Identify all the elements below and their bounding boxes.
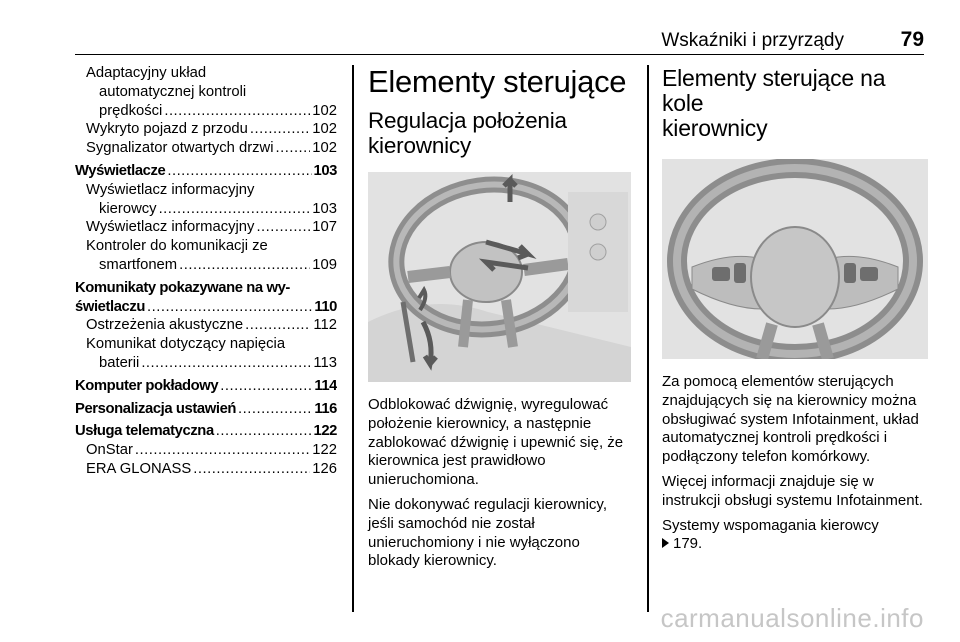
- toc-entry-driver-info-line[interactable]: [75, 200, 337, 219]
- toc-entry-glonass[interactable]: [75, 460, 337, 479]
- toc-entry-battery-line[interactable]: [75, 354, 337, 373]
- section-heading-line2: kierownicy: [662, 115, 768, 141]
- toc-page: 122: [313, 423, 337, 440]
- chapter-title: Wskaźniki i przyrządy: [661, 30, 844, 51]
- toc-entry-controller-line[interactable]: [75, 256, 337, 275]
- toc-text: ERA GLONASS: [86, 460, 192, 477]
- toc-text: Usługa telematyczna: [75, 423, 214, 440]
- toc-page: 114: [314, 377, 337, 394]
- subsection-heading-line1: Regulacja położenia: [368, 108, 567, 133]
- toc-page: 112: [313, 317, 337, 334]
- toc-text: Sygnalizator otwartych drzwi: [86, 140, 274, 157]
- watermark: carmanualsonline.info: [660, 603, 924, 633]
- toc-text: Komputer pokładowy: [75, 377, 219, 394]
- steering-wheel-controls-illustration: [662, 159, 928, 359]
- toc-entry-warnings[interactable]: [75, 316, 337, 335]
- paragraph-no-adjust-driving: Nie dokonywać regulacji kierownicy, jeśli samochód nie został unieruchomiony i nie wyłączono blokady kierownicy.: [368, 495, 607, 570]
- toc-entry-battery[interactable]: Komunikat dotyczący napięcia: [86, 336, 286, 353]
- toc-text: OnStar: [86, 442, 133, 459]
- toc-text: smartfonem: [99, 256, 178, 273]
- page-number: 79: [900, 28, 924, 51]
- paragraph-driver-assist: [662, 517, 928, 555]
- toc-text: Wyświetlacze: [75, 162, 166, 179]
- toc-entry-driver-info[interactable]: Wyświetlacz informacyjny: [86, 181, 255, 198]
- toc-entry-adaptive[interactable]: Adaptacyjny układ: [86, 65, 207, 81]
- toc-page: 102: [312, 121, 337, 138]
- column-divider-2: [647, 65, 649, 612]
- toc-entry-onstar[interactable]: [75, 441, 337, 460]
- toc-page: 103: [312, 200, 337, 217]
- page-reference-link[interactable]: 179.: [673, 535, 703, 553]
- toc-entry-controller[interactable]: Kontroler do komunikacji ze: [86, 238, 268, 255]
- toc-entry-vehicle-ahead[interactable]: [75, 120, 337, 139]
- toc-page: 102: [312, 140, 337, 157]
- toc-text: świetlaczu: [75, 298, 146, 315]
- toc-entry-info-display[interactable]: [75, 218, 337, 237]
- toc-page: 122: [312, 442, 337, 459]
- toc-text: prędkości: [99, 102, 163, 119]
- toc-text: Ostrzeżenia akustyczne: [86, 317, 244, 334]
- toc-entry-open-doors[interactable]: [75, 139, 337, 158]
- toc-text: Wyświetlacz informacyjny: [86, 219, 255, 236]
- toc-text: baterii: [99, 354, 140, 371]
- subsection-heading-line2: kierownicy: [368, 133, 472, 158]
- toc-chapter-messages[interactable]: Komunikaty pokazywane na wy-: [75, 279, 290, 296]
- toc-chapter-messages-line[interactable]: [75, 298, 337, 317]
- toc-page: 126: [312, 460, 337, 477]
- paragraph-wheel-controls: Za pomocą elementów sterujących znajdujących się na kierownicy można obsługiwać system Infotainment, układ automatycznej kontroli prędkości i podłączony telefon komórkowy.: [662, 373, 919, 466]
- page-header: [75, 28, 924, 55]
- section-heading-line1: Elementy sterujące na kole: [662, 65, 886, 116]
- toc-chapter-telematics[interactable]: [75, 422, 337, 441]
- toc-column: [75, 64, 337, 479]
- toc-chapter-displays[interactable]: [75, 162, 337, 181]
- toc-page: 102: [312, 102, 337, 119]
- toc-text: kierowcy: [99, 200, 157, 217]
- toc-page: 109: [312, 256, 337, 273]
- wheel-controls-column: [662, 66, 928, 554]
- steering-adjust-column: [368, 64, 634, 571]
- toc-page: 110: [314, 298, 337, 315]
- triangle-right-icon: [662, 538, 669, 548]
- driver-assist-text: Systemy wspomagania kierowcy: [662, 516, 879, 534]
- toc-entry-adaptive-cont[interactable]: automatycznej kontroli: [99, 83, 247, 100]
- toc-page: 113: [313, 354, 337, 371]
- section-heading: Elementy sterujące: [368, 64, 627, 99]
- toc-page: 107: [312, 219, 337, 236]
- toc-page: 103: [313, 162, 337, 179]
- toc-text: Wykryto pojazd z przodu: [86, 121, 248, 138]
- column-divider-1: [352, 65, 354, 612]
- toc-text: Personalizacja ustawień: [75, 400, 237, 417]
- steering-adjust-illustration: [368, 172, 631, 382]
- paragraph-unlock-lever: Odblokować dźwignię, wyregulować położenie kierownicy, a następnie zablokować dźwignię i upewnić się, że kierownica jest prawidłowo unieruchomiona.: [368, 396, 624, 489]
- toc-chapter-trip[interactable]: [75, 377, 337, 396]
- toc-chapter-personal[interactable]: [75, 400, 337, 419]
- toc-entry-adaptive-line[interactable]: [75, 102, 337, 121]
- paragraph-more-info: Więcej informacji znajduje się w instrukcji obsługi systemu Infotainment.: [662, 472, 923, 509]
- toc-page: 116: [314, 400, 337, 417]
